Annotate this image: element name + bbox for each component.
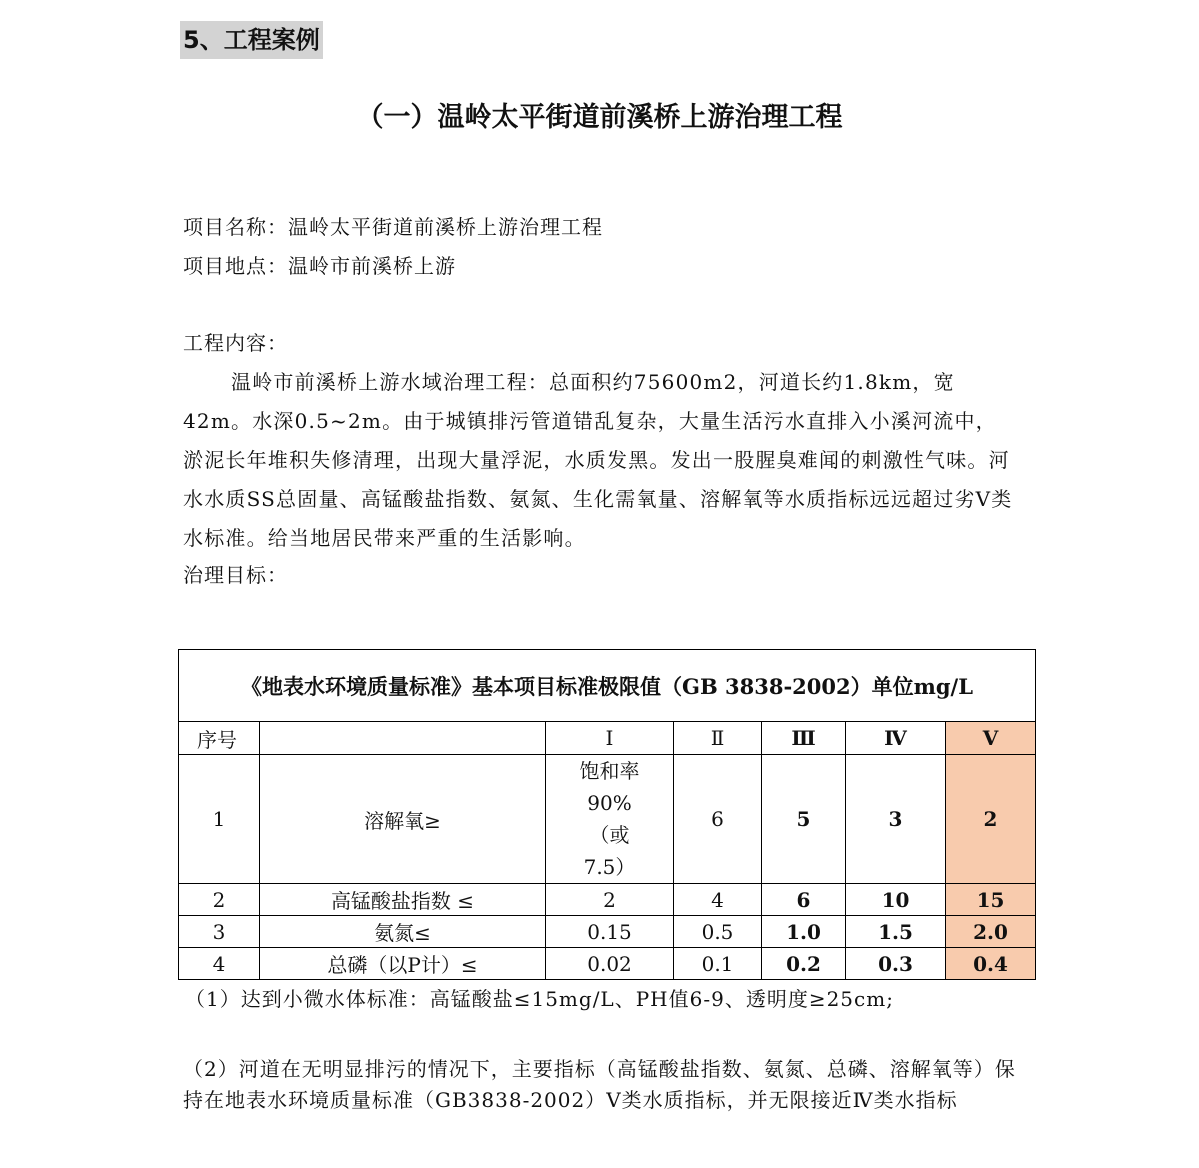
note-1: （1）达到小微水体标准：高锰酸盐≤15mg/L、PH值6-9、透明度≥25cm; <box>185 987 894 1011</box>
table-row <box>179 948 1036 980</box>
goal-label: 治理目标： <box>183 563 288 587</box>
cell-class-2: 0.5 <box>674 916 762 948</box>
cell-class-2: 6 <box>674 755 762 884</box>
cell-class-5: 2.0 <box>946 916 1036 948</box>
content-paragraph <box>183 363 1018 558</box>
row-number: 3 <box>179 916 260 948</box>
header-no: 序号 <box>179 722 260 755</box>
cell-class-3: 6 <box>762 884 846 916</box>
cell-class-2: 0.1 <box>674 948 762 980</box>
row-item: 总磷（以P计）≤ <box>260 948 546 980</box>
table-row <box>179 884 1036 916</box>
header-class-1: Ⅰ <box>546 722 674 755</box>
note-2: （2）河道在无明显排污的情况下，主要指标（高锰酸盐指数、氨氮、总磷、溶解氧等）保持在地表水环境质量标准（GB3838-2002）Ⅴ类水质指标，并无限接近Ⅳ类水指标 <box>183 1057 1016 1112</box>
row-number: 4 <box>179 948 260 980</box>
table-header-row <box>179 722 1036 755</box>
row-item: 高锰酸盐指数 ≤ <box>260 884 546 916</box>
cell-class-5: 0.4 <box>946 948 1036 980</box>
section-heading: 5、工程案例 <box>180 21 323 59</box>
saturation-line: 7.5） <box>583 855 636 879</box>
case-title: （一）温岭太平街道前溪桥上游治理工程 <box>356 102 843 133</box>
row-number: 2 <box>179 884 260 916</box>
cell-class-3: 0.2 <box>762 948 846 980</box>
table-row <box>179 916 1036 948</box>
cell-class-5: 2 <box>946 755 1036 884</box>
header-class-4: Ⅳ <box>846 722 946 755</box>
cell-class-3: 5 <box>762 755 846 884</box>
header-class-3: Ⅲ <box>762 722 846 755</box>
header-class-5: Ⅴ <box>946 722 1036 755</box>
header-item <box>260 722 546 755</box>
table-caption: 《地表水环境质量标准》基本项目标准极限值（GB 3838-2002）单位mg/L <box>179 650 1036 722</box>
row-number: 1 <box>179 755 260 884</box>
content-label: 工程内容： <box>183 331 288 355</box>
cell-class-4: 0.3 <box>846 948 946 980</box>
header-class-2: Ⅱ <box>674 722 762 755</box>
cell-class-1: 2 <box>546 884 674 916</box>
cell-class-5: 15 <box>946 884 1036 916</box>
saturation-line: 90% <box>587 791 632 815</box>
saturation-line: （或 <box>589 823 630 847</box>
cell-class-3: 1.0 <box>762 916 846 948</box>
cell-class-1 <box>546 755 674 884</box>
saturation-line: 饱和率 <box>579 759 640 783</box>
cell-class-4: 3 <box>846 755 946 884</box>
table-row <box>179 755 1036 884</box>
project-location: 项目地点：温岭市前溪桥上游 <box>183 254 456 278</box>
cell-class-4: 1.5 <box>846 916 946 948</box>
row-item: 氨氮≤ <box>260 916 546 948</box>
cell-class-1: 0.02 <box>546 948 674 980</box>
project-name: 项目名称：温岭太平街道前溪桥上游治理工程 <box>183 215 603 239</box>
cell-class-1: 0.15 <box>546 916 674 948</box>
content-text: 温岭市前溪桥上游水域治理工程：总面积约75600m2，河道长约1.8km，宽42m。水深0.5~2m。由于城镇排污管道错乱复杂，大量生活污水直排入小溪河流中，淤泥长年堆积失修清理，出现大量浮泥，水质发黑。发出一股腥臭难闻的刺激性气味。河水水质SS总固量、高锰酸盐指数、氨氮、生化需氧量、溶解氧等水质指标远远超过劣Ⅴ类水标准。给当地居民带来严重的生活影响。 <box>183 370 1013 550</box>
standard-limits-table <box>178 649 1036 980</box>
row-item: 溶解氧≥ <box>260 755 546 884</box>
cell-class-2: 4 <box>674 884 762 916</box>
cell-class-4: 10 <box>846 884 946 916</box>
